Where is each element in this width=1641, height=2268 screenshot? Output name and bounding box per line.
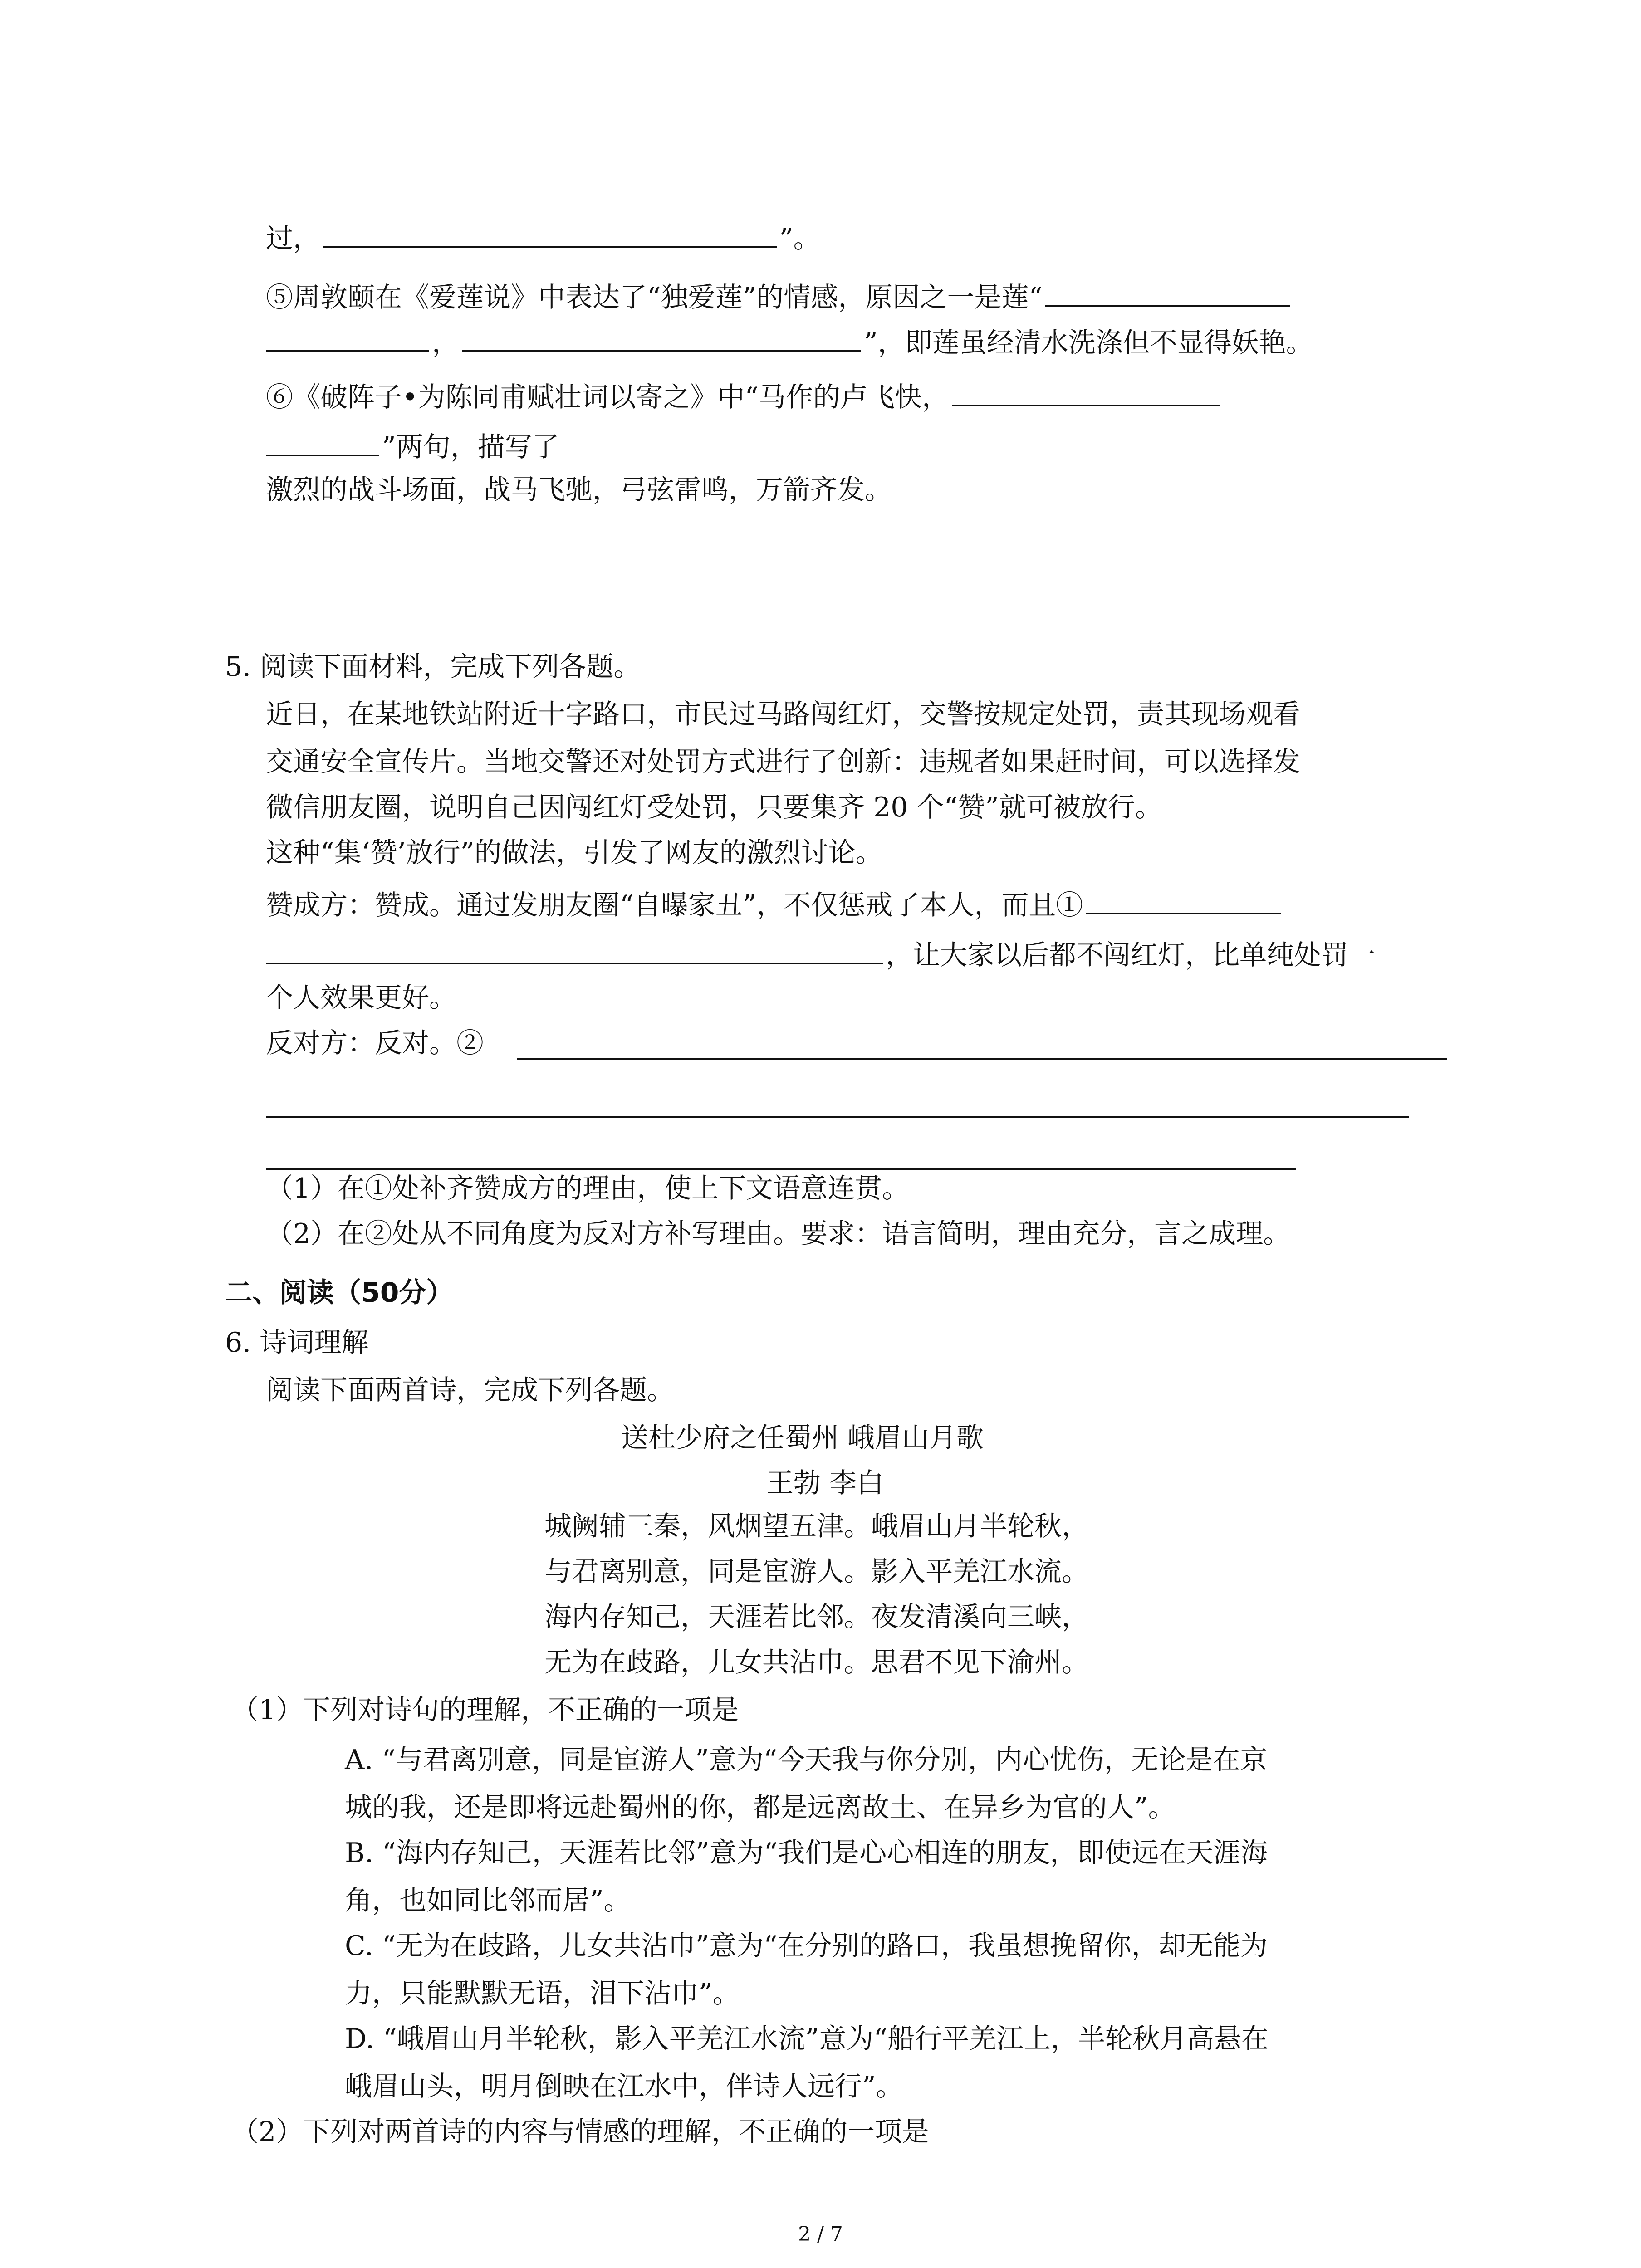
option-c-line-1[interactable]: C. “无为在歧路，儿女共沾巾”意为“在分别的路口，我虽想挽留你，却无能为 <box>345 1930 1268 1962</box>
answer-blank[interactable] <box>1045 281 1290 307</box>
fill-in-item-5-line-2 <box>266 327 1313 357</box>
con-side-line <box>266 1027 484 1059</box>
option-d-line-2: 峨眉山头，明月倒映在江水中，伴诗人远行”。 <box>345 2071 903 2102</box>
fill-in-item-6-line-1 <box>266 381 1222 411</box>
page-number: 2 / 7 <box>798 2223 843 2246</box>
fill-in-item-6-line-3: 激烈的战斗场面，战马飞驰，弓弦雷鸣，万箭齐发。 <box>266 474 892 506</box>
option-c-line-2: 力，只能默默无语，泪下沾巾”。 <box>345 1978 740 2009</box>
question-5-sub-2: （2）在②处从不同角度为反对方补写理由。要求：语言简明，理由充分，言之成理。 <box>266 1218 1291 1250</box>
option-a-line-2: 城的我，还是即将远赴蜀州的你，都是远离故土、在异乡为官的人”。 <box>345 1792 1176 1823</box>
answer-blank[interactable] <box>952 381 1220 406</box>
question-6-intro: 阅读下面两首诗，完成下列各题。 <box>266 1374 674 1406</box>
pro-side-line-2 <box>266 939 1376 969</box>
answer-blank[interactable] <box>323 222 777 248</box>
answer-blank[interactable] <box>266 327 429 352</box>
section-heading: 二、阅读（50分） <box>225 1277 454 1309</box>
pro-side-line-3: 个人效果更好。 <box>266 982 456 1014</box>
answer-line[interactable] <box>266 1116 1409 1118</box>
poem-line: 与君离别意，同是宦游人。影入平羌江水流。 <box>544 1556 1089 1588</box>
text: ”，即莲虽经清水洗涤但不显得妖艳。 <box>864 327 1313 359</box>
poem-line: 城阙辅三秦，风烟望五津。峨眉山月半轮秋， <box>544 1510 1089 1542</box>
answer-blank-1[interactable] <box>1086 889 1281 914</box>
question-5-paragraph: 近日，在某地铁站附近十字路口，市民过马路闯红灯，交警按规定处罚，责其现场观看 <box>266 699 1300 730</box>
text: 反对方：反对。② <box>266 1027 484 1059</box>
text: ，让大家以后都不闯红灯，比单纯处罚一 <box>886 939 1376 971</box>
question-6-sub-2: （2）下列对两首诗的内容与情感的理解，不正确的一项是 <box>231 2116 930 2148</box>
option-b-line-1[interactable]: B. “海内存知己，天涯若比邻”意为“我们是心心相连的朋友，即使远在天涯海 <box>345 1837 1268 1869</box>
text: 赞成方：赞成。通过发朋友圈“自曝家丑”，不仅惩戒了本人，而且① <box>266 890 1083 921</box>
poem-authors: 王勃 李白 <box>766 1467 884 1499</box>
text: ， <box>432 327 459 359</box>
poem-line: 无为在歧路，儿女共沾巾。思君不见下渝州。 <box>544 1647 1089 1678</box>
text: ⑤周敦颐在《爱莲说》中表达了“独爱莲”的情感，原因之一是莲“ <box>266 282 1043 313</box>
answer-blank[interactable] <box>462 327 861 352</box>
pro-side-line-1 <box>266 889 1283 919</box>
fill-in-item-5-line-1 <box>266 281 1293 311</box>
question-5-title: 5. 阅读下面材料，完成下列各题。 <box>225 651 641 683</box>
question-5-paragraph: 交通安全宣传片。当地交警还对处罚方式进行了创新：违规者如果赶时间，可以选择发 <box>266 746 1300 778</box>
question-5-sub-1: （1）在①处补齐赞成方的理由，使上下文语意连贯。 <box>266 1173 910 1204</box>
option-d-line-1[interactable]: D. “峨眉山月半轮秋，影入平羌江水流”意为“船行平羌江上，半轮秋月高悬在 <box>345 2023 1269 2055</box>
answer-line[interactable] <box>266 1168 1296 1170</box>
answer-blank-1-continued[interactable] <box>266 939 883 964</box>
fill-in-item-6-line-2 <box>266 431 559 461</box>
answer-blank-2[interactable] <box>517 1058 1447 1060</box>
text: ⑥《破阵子•为陈同甫赋壮词以寄之》中“马作的卢飞快， <box>266 381 950 413</box>
option-a-line-1[interactable]: A. “与君离别意，同是宦游人”意为“今天我与你分别，内心忧伤，无论是在京 <box>345 1744 1268 1776</box>
poem-titles: 送杜少府之任蜀州 峨眉山月歌 <box>621 1422 984 1454</box>
question-5-paragraph: 微信朋友圈，说明自己因闯红灯受处罚，只要集齐 20 个“赞”就可被放行。 <box>266 792 1162 823</box>
fill-in-line-1 <box>266 222 821 252</box>
text: ”。 <box>779 223 821 254</box>
question-6-sub-1: （1）下列对诗句的理解，不正确的一项是 <box>231 1694 739 1726</box>
answer-blank[interactable] <box>266 431 379 456</box>
text: 过， <box>266 223 320 254</box>
poem-line: 海内存知己，天涯若比邻。夜发清溪向三峡， <box>544 1601 1089 1633</box>
option-b-line-2: 角，也如同比邻而居”。 <box>345 1885 631 1916</box>
text: ”两句，描写了 <box>382 431 559 463</box>
question-6-title: 6. 诗词理解 <box>225 1327 369 1359</box>
question-5-paragraph: 这种“集‘赞’放行”的做法，引发了网友的激烈讨论。 <box>266 837 883 869</box>
